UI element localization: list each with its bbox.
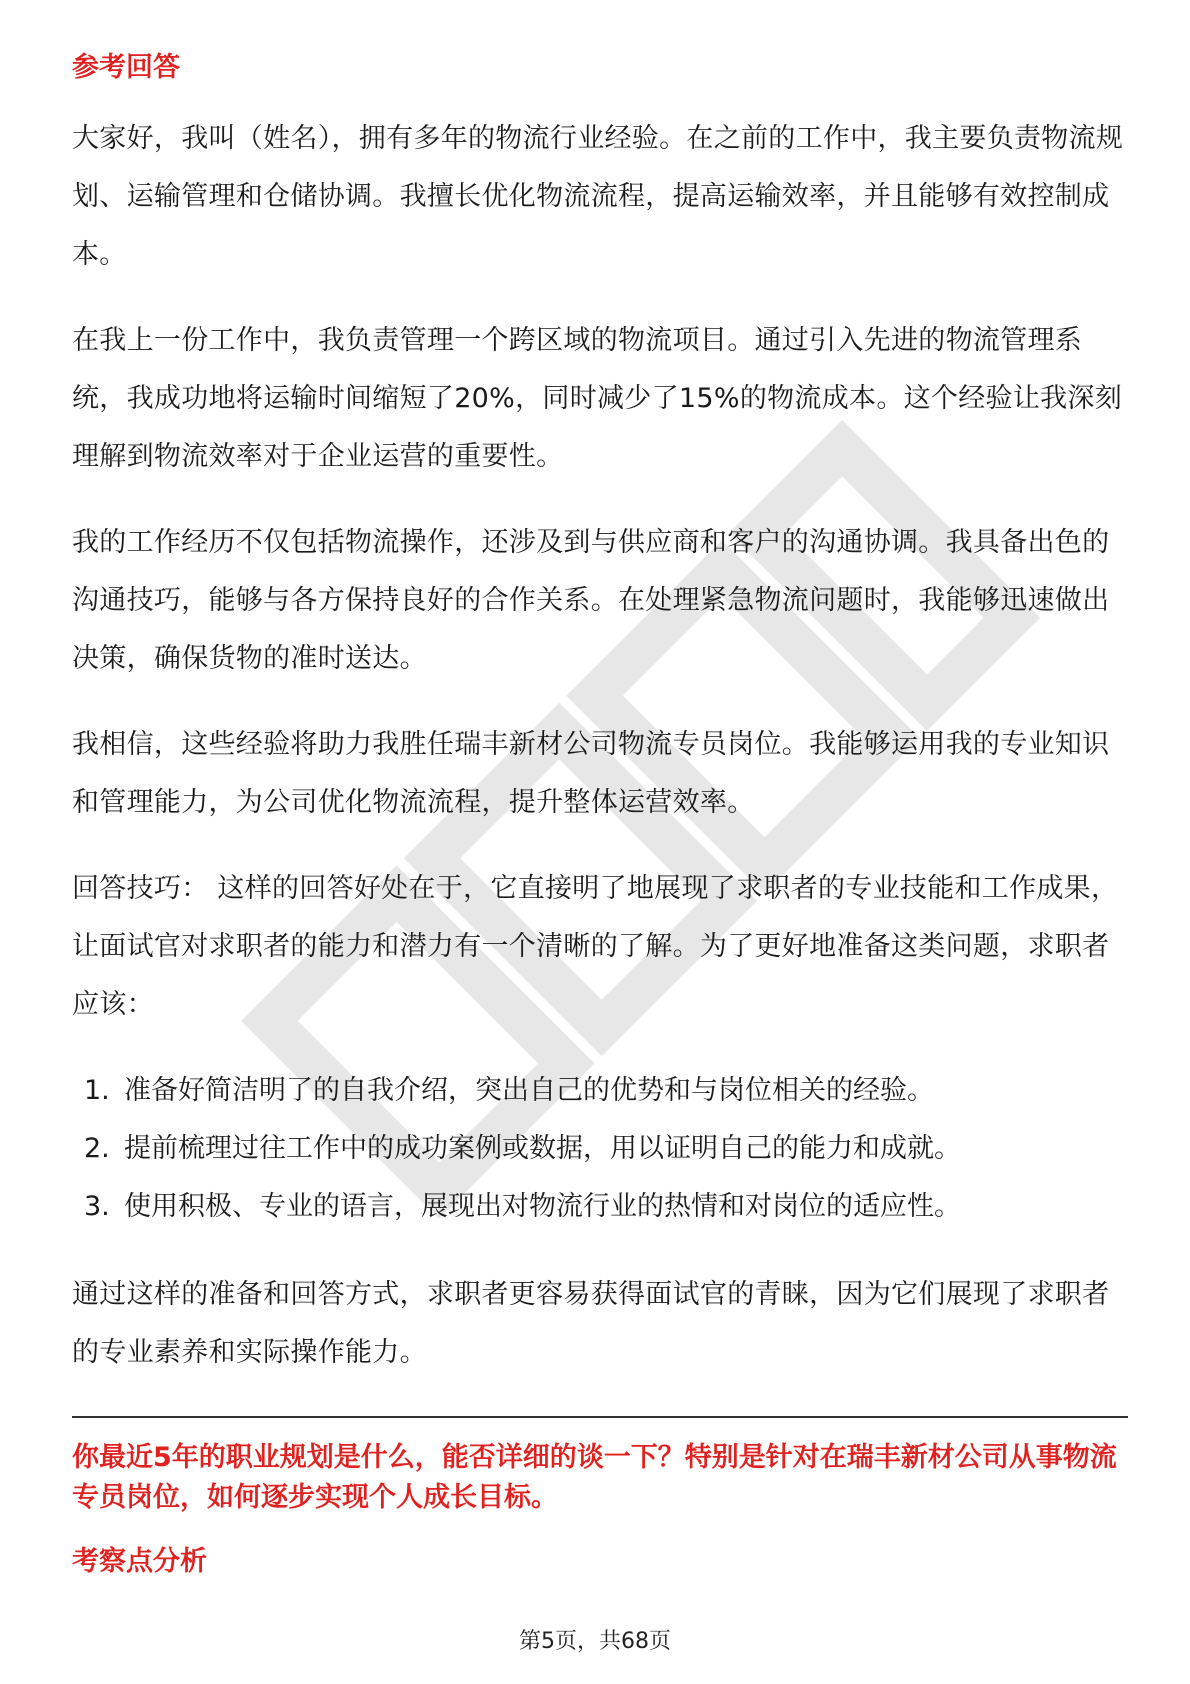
page-footer: 第5页，共68页 [519, 1629, 671, 1654]
answer-heading: 参考回答 [72, 52, 180, 83]
list-item-text: 提前梳理过往工作中的成功案例或数据，用以证明自己的能力和成就。 [124, 1133, 961, 1164]
list-item-number: 2. [84, 1133, 110, 1164]
answer-tips-paragraph: 回答技巧： 这样的回答好处在于，它直接明了地展现了求职者的专业技能和工作成果，让面试官对求职者的能力和潜力有一个清晰的了解。为了更好地准备这类问题，求职者应该： [72, 873, 1119, 1020]
list-item-number: 1. [84, 1075, 110, 1106]
answer-paragraph: 在我上一份工作中，我负责管理一个跨区域的物流项目。通过引入先进的物流管理系统，我成功地将运输时间缩短了20%，同时减少了15%的物流成本。这个经验让我深刻理解到物流效率对于企业运营的重要性。 [72, 325, 1123, 472]
next-question: 你最近5年的职业规划是什么，能否详细的谈一下？特别是针对在瑞丰新材公司从事物流专员岗位，如何逐步实现个人成长目标。 [72, 1442, 1117, 1513]
list-item [84, 1178, 1128, 1236]
tips-list [72, 1062, 1128, 1236]
main-content [72, 48, 1128, 1582]
list-item-text: 使用积极、专业的语言，展现出对物流行业的热情和对岗位的适应性。 [124, 1191, 961, 1222]
answer-paragraph: 我相信，这些经验将助力我胜任瑞丰新材公司物流专员岗位。我能够运用我的专业知识和管理能力，为公司优化物流流程，提升整体运营效率。 [72, 729, 1110, 818]
list-item [84, 1120, 1128, 1178]
answer-paragraph: 我的工作经历不仅包括物流操作，还涉及到与供应商和客户的沟通协调。我具备出色的沟通技巧，能够与各方保持良好的合作关系。在处理紧急物流问题时，我能够迅速做出决策，确保货物的准时送达。 [72, 527, 1110, 674]
list-item [84, 1062, 1128, 1120]
list-item-number: 3. [84, 1191, 110, 1222]
closing-paragraph: 通过这样的准备和回答方式，求职者更容易获得面试官的青睐，因为它们展现了求职者的专业素养和实际操作能力。 [72, 1279, 1110, 1368]
list-item-text: 准备好简洁明了的自我介绍，突出自己的优势和与岗位相关的经验。 [124, 1075, 934, 1106]
answer-paragraph: 大家好，我叫（姓名），拥有多年的物流行业经验。在之前的工作中，我主要负责物流规划、运输管理和仓储协调。我擅长优化物流流程，提高运输效率，并且能够有效控制成本。 [72, 123, 1124, 270]
section-divider [72, 1416, 1128, 1418]
analysis-heading: 考察点分析 [72, 1546, 207, 1577]
